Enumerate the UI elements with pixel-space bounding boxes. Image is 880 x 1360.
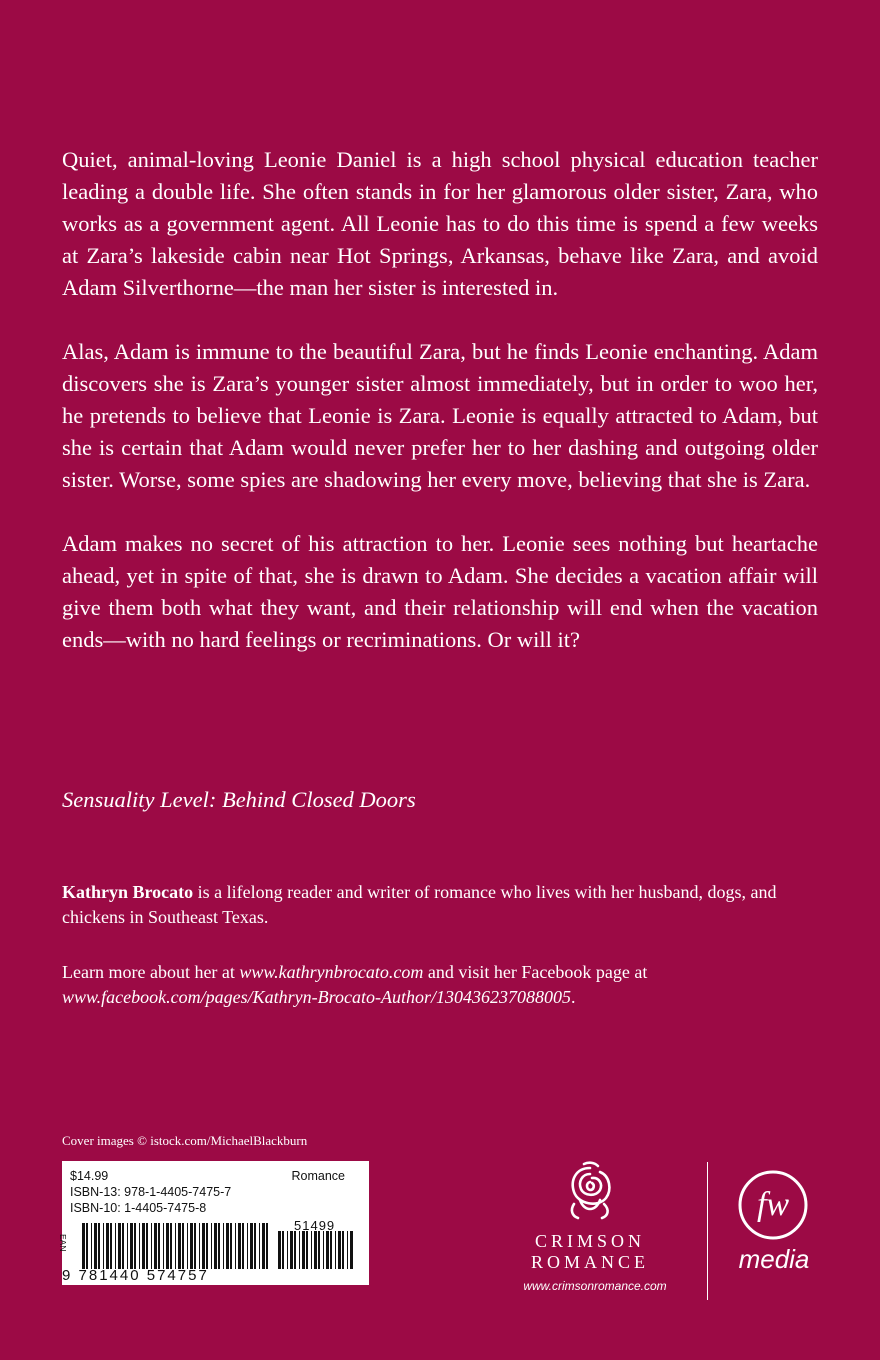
barcode-bar <box>139 1223 140 1269</box>
barcode-bar <box>206 1223 208 1269</box>
barcode-bar <box>127 1223 128 1269</box>
barcode-bar <box>142 1223 145 1269</box>
author-bio <box>62 880 822 930</box>
barcode-box <box>58 1161 369 1285</box>
addon-barcode <box>278 1231 353 1269</box>
barcode-bar <box>314 1231 317 1269</box>
barcode-bar <box>158 1223 160 1269</box>
fw-media-word: media <box>738 1244 810 1274</box>
barcode-bar <box>190 1223 193 1269</box>
learn-more <box>62 960 822 1010</box>
barcode-bar <box>326 1231 329 1269</box>
fw-media-logo-icon <box>737 1169 809 1241</box>
rose-logo-icon <box>564 1160 616 1224</box>
barcode-bar <box>218 1223 220 1269</box>
barcode-bar <box>323 1231 324 1269</box>
learn-more-intro: Learn more about her at <box>62 962 240 982</box>
barcode-bar <box>259 1223 260 1269</box>
blurb-paragraph-3: Adam makes no secret of his attraction to her. Leonie sees nothing but heartache ahead, yet in spite of that, she is drawn to Adam. She decides a vacation affair will give them both what they want, and their relationship will end when the vacation ends—with no hard feelings or recriminations. Or will it? <box>62 531 818 652</box>
barcode-bar <box>166 1223 169 1269</box>
learn-more-end: . <box>570 987 576 1007</box>
barcode-bar <box>299 1231 300 1269</box>
barcode-bar <box>266 1223 268 1269</box>
barcode-bar <box>318 1231 320 1269</box>
barcode-bar <box>199 1223 200 1269</box>
barcode-bar <box>202 1223 205 1269</box>
barcode-digits: 9 781440 574757 <box>62 1267 209 1284</box>
barcode-bar <box>262 1223 265 1269</box>
barcode-bar <box>91 1223 92 1269</box>
barcode-bar <box>294 1231 296 1269</box>
barcode-bar <box>118 1223 121 1269</box>
barcode-bar <box>238 1223 241 1269</box>
sensuality-level: Sensuality Level: Behind Closed Doors <box>62 787 416 812</box>
imprint-name: CRIMSON ROMANCE <box>530 1231 649 1272</box>
barcode-bar <box>154 1223 157 1269</box>
barcode-bar <box>115 1223 116 1269</box>
facebook-page-link[interactable]: www.facebook.com/pages/Kathryn-Brocato-Author/130436237088005 <box>62 987 571 1007</box>
barcode-bar <box>306 1231 308 1269</box>
barcode-bar <box>214 1223 217 1269</box>
blurb-paragraph-1: Quiet, animal-loving Leonie Daniel is a high school physical education teacher leading a double life. She often stands in for her glamorous older sister, Zara, who works as a government agent. All Leonie has to do this time is spend a few weeks at Zara’s lakeside cabin near Hot Springs, Arkansas, behave like Zara, and avoid Adam Silverthorne—the man her sister is interested in. <box>62 147 818 300</box>
barcode-bar <box>194 1223 196 1269</box>
addon-digits: 51499 <box>294 1218 336 1233</box>
barcode-bar <box>211 1223 212 1269</box>
book-blurb <box>62 144 818 656</box>
barcode-bar <box>163 1223 164 1269</box>
main-barcode <box>82 1223 268 1269</box>
fw-logo-letters: fw <box>756 1186 790 1223</box>
barcode-bar <box>242 1223 244 1269</box>
barcode-bar <box>110 1223 112 1269</box>
barcode-bar <box>182 1223 184 1269</box>
barcode-bar <box>311 1231 312 1269</box>
barcode-bar <box>98 1223 100 1269</box>
ean-label: EAN <box>58 1234 68 1252</box>
barcode-bar <box>282 1231 284 1269</box>
barcode-bar <box>106 1223 109 1269</box>
logo-divider <box>707 1162 708 1300</box>
price: $14.99 <box>70 1169 109 1183</box>
author-website-link[interactable]: www.kathrynbrocato.com <box>239 962 424 982</box>
barcode-bar <box>330 1231 332 1269</box>
barcode-bar <box>223 1223 224 1269</box>
barcode-bar <box>250 1223 253 1269</box>
blurb-paragraph-2: Alas, Adam is immune to the beautiful Zara, but he finds Leonie enchanting. Adam discovers she is Zara’s younger sister almost immediately, but in order to woo her, he pretends to believe that Leonie is Zara. Leonie is equally attracted to Adam, but she is certain that Adam would never prefer her to her dashing and outgoing older sister. Worse, some spies are shadowing her every move, believing that she is Zara. <box>62 339 818 492</box>
genre: Romance <box>291 1169 345 1183</box>
barcode-bar <box>302 1231 305 1269</box>
barcode-bar <box>146 1223 148 1269</box>
barcode-bar <box>151 1223 152 1269</box>
barcode-bar <box>278 1231 281 1269</box>
barcode-bar <box>82 1223 85 1269</box>
imprint-url[interactable]: www.crimsonromance.com <box>523 1279 667 1293</box>
author-name: Kathryn Brocato <box>62 882 194 902</box>
barcode-bar <box>342 1231 344 1269</box>
isbn-10: ISBN-10: 1-4405-7475-8 <box>70 1201 207 1215</box>
barcode-bar <box>350 1231 353 1269</box>
learn-more-middle: and visit her Facebook page at <box>423 962 648 982</box>
isbn-13: ISBN-13: 978-1-4405-7475-7 <box>70 1185 232 1199</box>
barcode-bar <box>134 1223 136 1269</box>
barcode-bar <box>254 1223 256 1269</box>
barcode-bar <box>130 1223 133 1269</box>
barcode-bar <box>175 1223 176 1269</box>
barcode-bar <box>290 1231 293 1269</box>
barcode-bar <box>94 1223 97 1269</box>
barcode-bar <box>287 1231 288 1269</box>
barcode-bar <box>247 1223 248 1269</box>
barcode-bar <box>230 1223 232 1269</box>
author-bio-text: is a lifelong reader and writer of romance who lives with her husband, dogs, and chickens in Southeast Texas. <box>62 882 777 927</box>
barcode-bar <box>178 1223 181 1269</box>
cover-image-credit: Cover images © istock.com/MichaelBlackburn <box>62 1133 308 1148</box>
barcode-bar <box>235 1223 236 1269</box>
barcode-bar <box>122 1223 124 1269</box>
barcode-bar <box>187 1223 188 1269</box>
barcode-bar <box>170 1223 172 1269</box>
barcode-bar <box>226 1223 229 1269</box>
barcode-bar <box>103 1223 104 1269</box>
barcode-bar <box>338 1231 341 1269</box>
barcode-bar <box>347 1231 348 1269</box>
barcode-bar <box>335 1231 336 1269</box>
barcode-bar <box>86 1223 88 1269</box>
